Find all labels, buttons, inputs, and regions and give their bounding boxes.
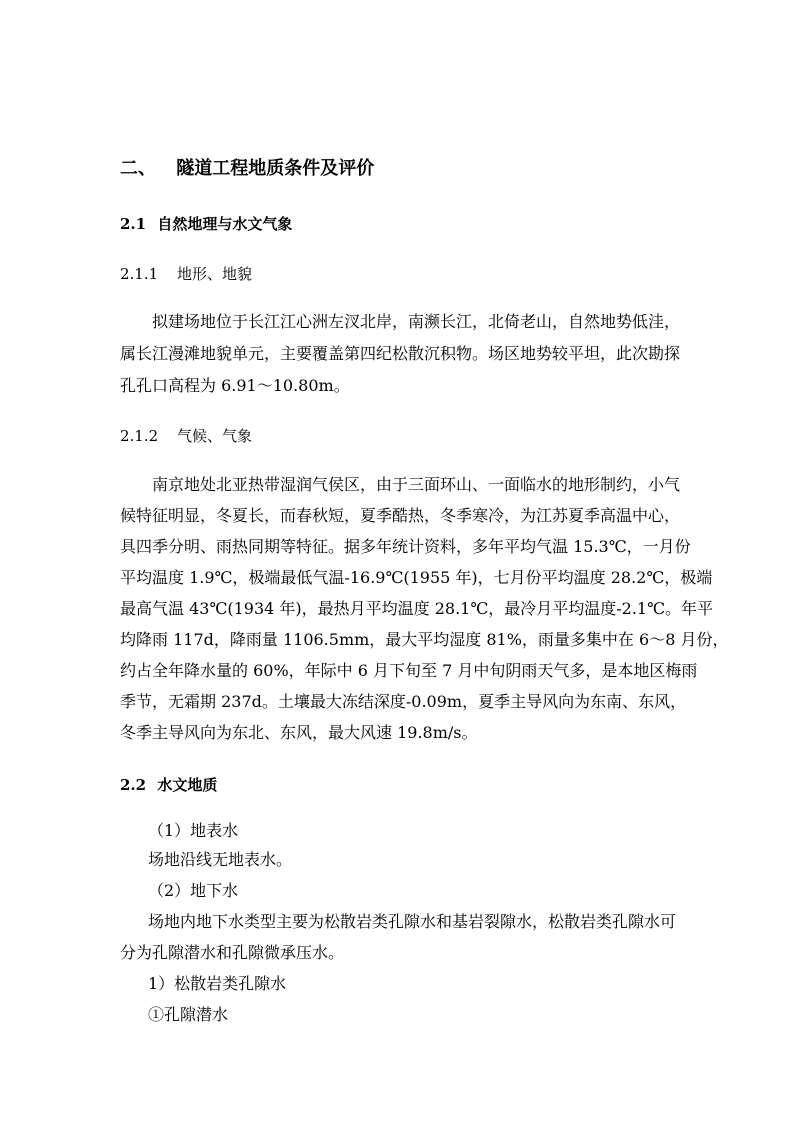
subsubsection-title: 气候、气象: [176, 427, 252, 445]
subsection-heading-2-2: [120, 774, 217, 795]
paragraph-line: 季节，无霜期 237d。土壤最大冻结深度-0.09m，夏季主导风向为东南、东风，: [120, 692, 687, 711]
paragraph-line: 分为孔隙潜水和孔隙微承压水。: [120, 943, 345, 962]
paragraph-line: 冬季主导风向为东北、东风，最大风速 19.8m/s。: [120, 723, 478, 742]
subsection-title: 自然地理与水文气象: [157, 215, 293, 233]
paragraph-line: 候特征明显，冬夏长，而春秋短，夏季酷热，冬季寒冷，为江苏夏季高温中心，: [120, 506, 681, 525]
paragraph-line: 孔孔口高程为 6.91～10.80m。: [120, 376, 350, 395]
paragraph-line: 最高气温 43℃(1934 年)，最热月平均温度 28.1℃，最冷月平均温度-2.1℃。年平: [120, 599, 713, 618]
paragraph-line: 具四季分明、雨热同期等特征。据多年统计资料，多年平均气温 15.3℃，一月份: [120, 537, 691, 556]
section-title: 隧道工程地质条件及评价: [176, 158, 375, 179]
subsubsection-heading-2-1-1: [120, 263, 252, 284]
list-item-heading: ①孔隙潜水: [148, 1005, 229, 1024]
section-number: 二、: [120, 158, 156, 179]
subsection-title: 水文地质: [157, 776, 218, 794]
subsection-heading-2-1: [120, 213, 292, 234]
list-item-heading: （1）地表水: [148, 821, 239, 840]
paragraph-line: 拟建场地位于长江江心洲左汊北岸，南濒长江，北倚老山，自然地势低洼，: [152, 312, 681, 331]
list-item-heading: 1）松散岩类孔隙水: [148, 974, 287, 993]
paragraph-line: 平均温度 1.9℃，极端最低气温-16.9℃(1955 年)，七月份平均温度 28.2℃，极端: [120, 568, 713, 587]
list-item-heading: （2）地下水: [148, 881, 239, 900]
paragraph-line: 约占全年降水量的 60%，年际中 6 月下旬至 7 月中旬阴雨天气多，是本地区梅雨: [120, 661, 698, 680]
paragraph-line: 均降雨 117d，降雨量 1106.5mm，最大平均湿度 81%，雨量多集中在 6～8 月份，: [120, 630, 729, 649]
subsubsection-number: 2.1.2: [120, 427, 159, 445]
subsection-number: 2.2: [120, 776, 147, 794]
subsubsection-heading-2-1-2: [120, 425, 252, 446]
section-heading: [120, 154, 374, 180]
paragraph-line: 场地内地下水类型主要为松散岩类孔隙水和基岩裂隙水，松散岩类孔隙水可: [148, 912, 677, 931]
subsection-number: 2.1: [120, 215, 147, 233]
subsubsection-number: 2.1.1: [120, 265, 159, 283]
subsubsection-title: 地形、地貌: [176, 265, 252, 283]
paragraph-line: 场地沿线无地表水。: [148, 850, 293, 869]
paragraph-line: 南京地处北亚热带湿润气侯区，由于三面环山、一面临水的地形制约，小气: [152, 475, 681, 494]
paragraph-line: 属长江漫滩地貌单元，主要覆盖第四纪松散沉积物。场区地势较平坦，此次勘探: [120, 344, 681, 363]
